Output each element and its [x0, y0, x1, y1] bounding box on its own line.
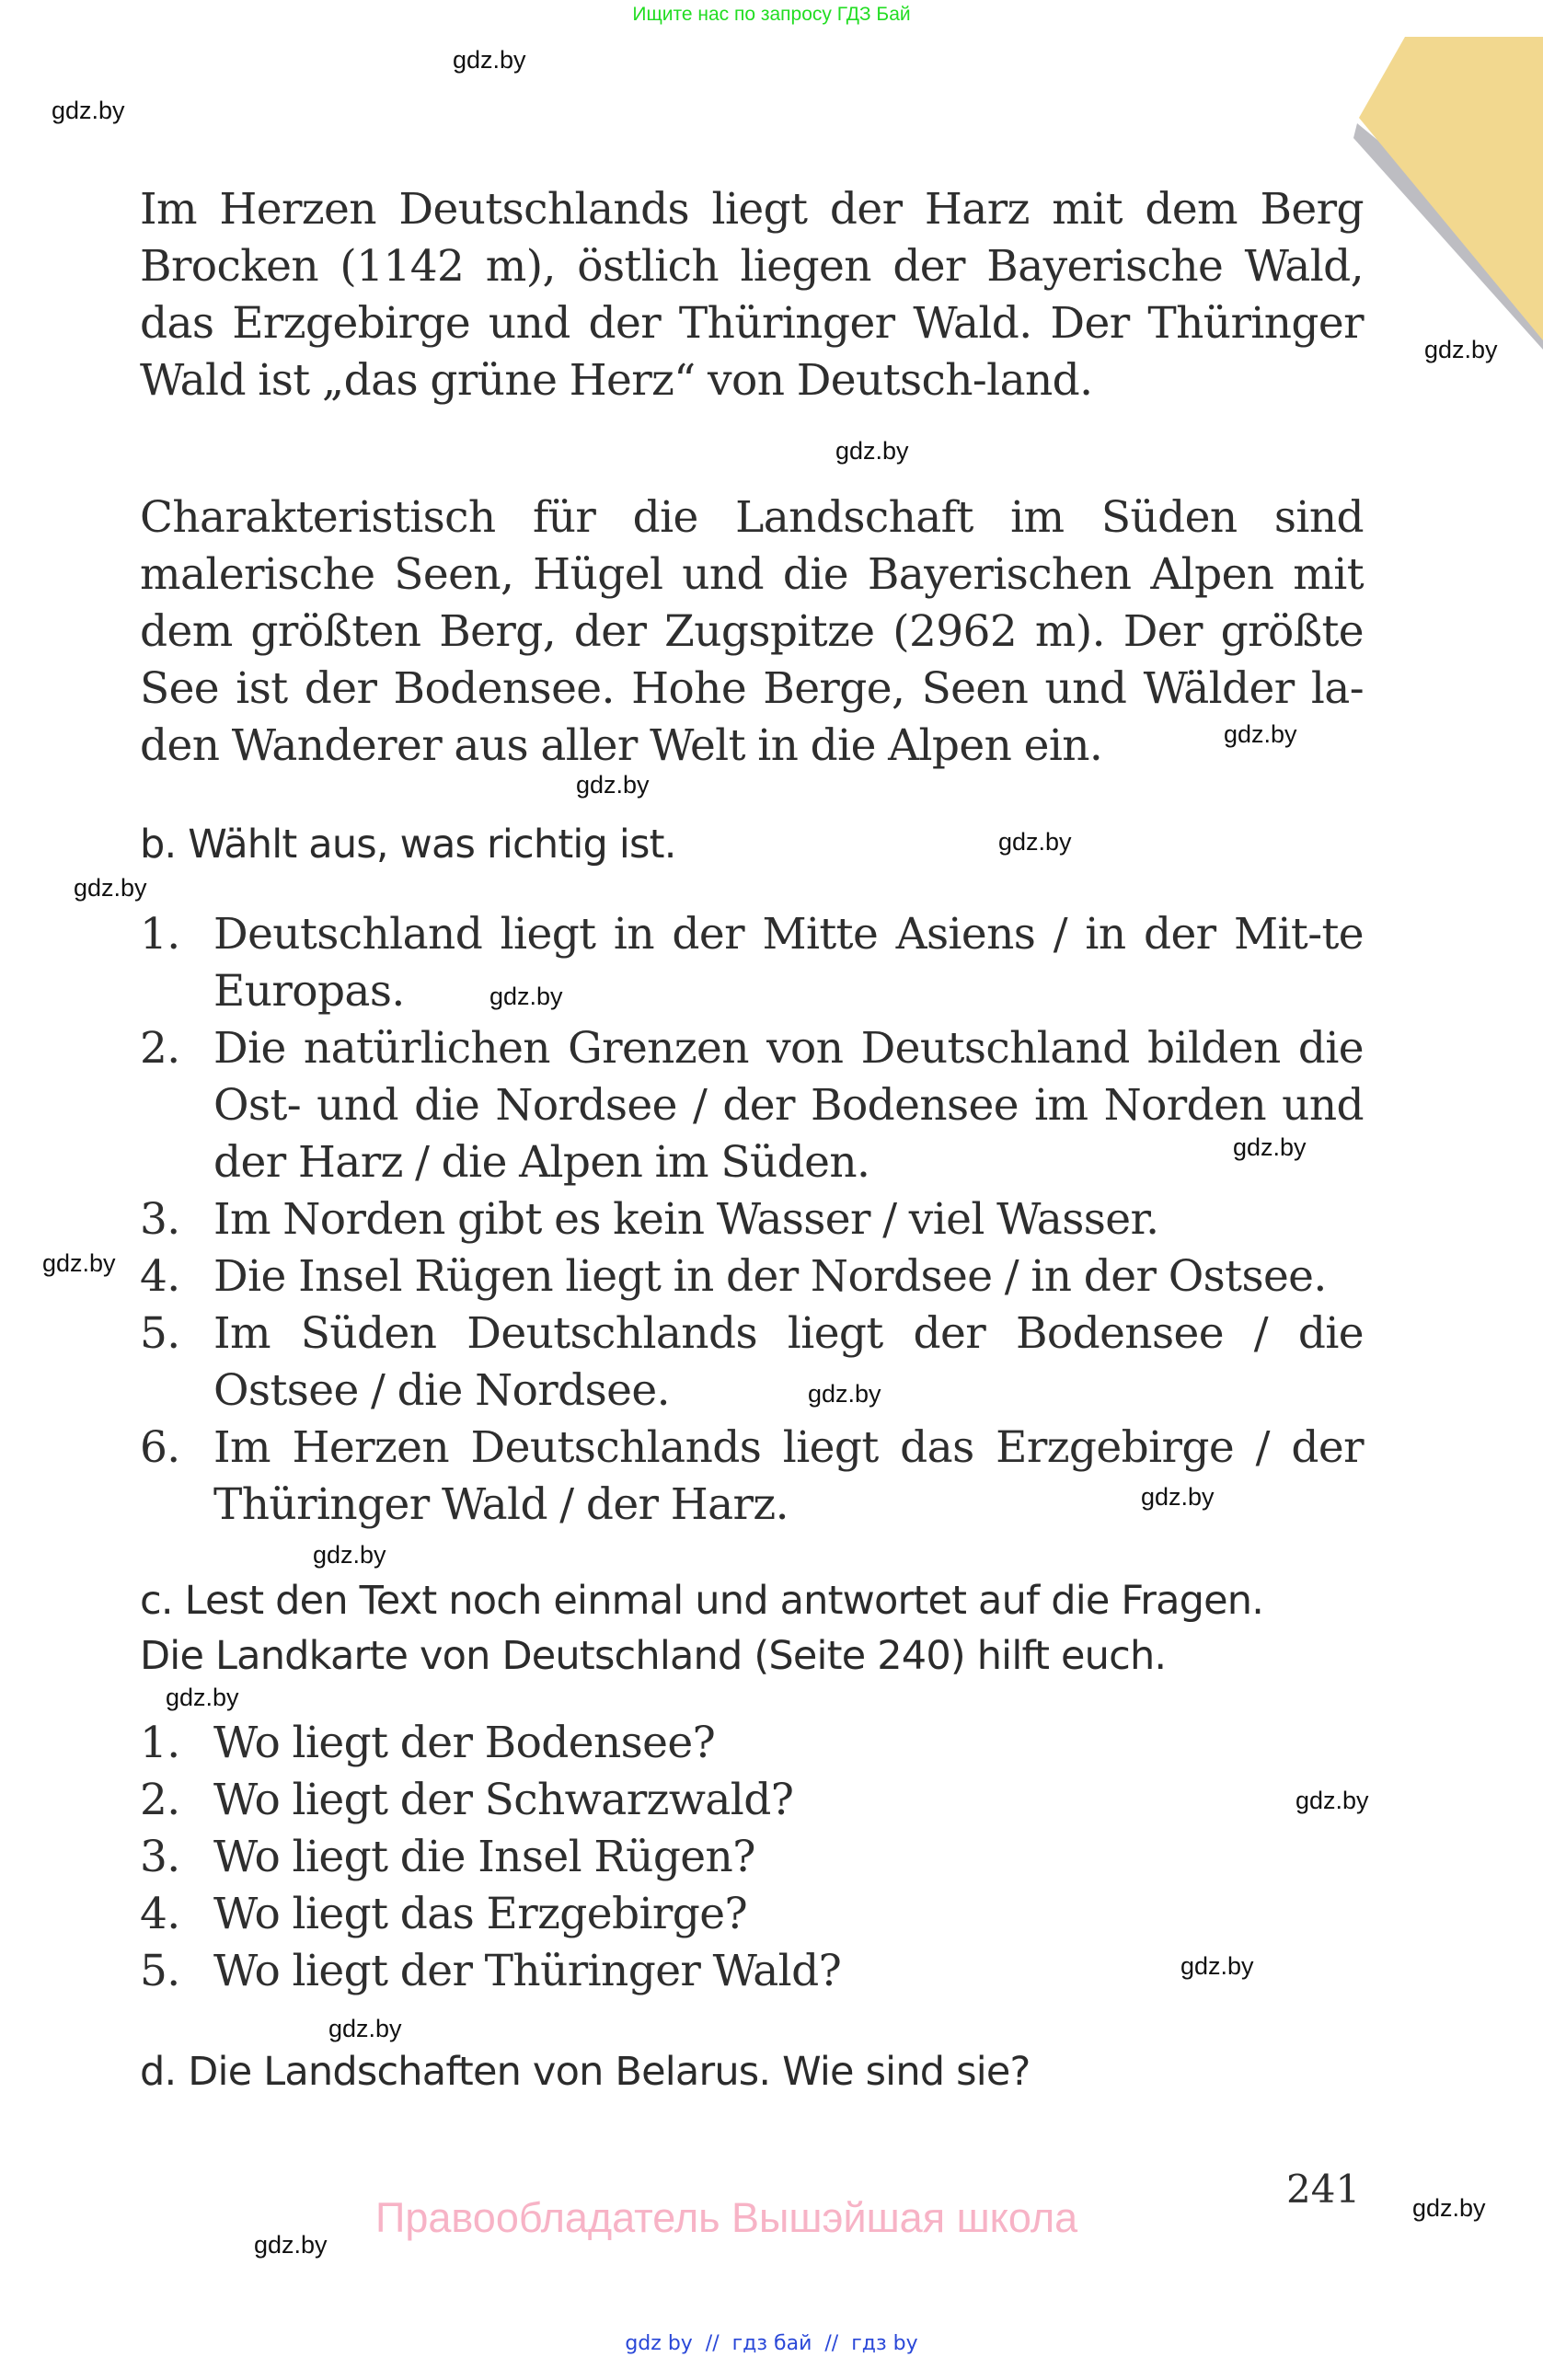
- watermark: gdz.by: [835, 437, 909, 465]
- watermark: gdz.by: [489, 983, 563, 1010]
- item-text: Wo liegt der Bodensee?: [213, 1718, 716, 1768]
- watermark: gdz.by: [808, 1380, 881, 1408]
- item-number: 4.: [140, 1251, 180, 1302]
- list-item: [140, 1772, 1364, 1829]
- list-item: [140, 1191, 1364, 1248]
- watermark: gdz.by: [576, 771, 650, 799]
- list-item: [140, 1420, 1364, 1534]
- list-item: [140, 1715, 1364, 1772]
- watermark: gdz.by: [998, 828, 1072, 856]
- section-d-heading: d. Die Landschaften von Belarus. Wie sind sie?: [140, 2049, 1031, 2095]
- list-item: [140, 906, 1364, 1020]
- item-number: 5.: [140, 1308, 180, 1359]
- item-number: 6.: [140, 1422, 180, 1473]
- item-number: 2.: [140, 1023, 180, 1074]
- paragraph-sueden: Charakteristisch für die Landschaft im Süden sind malerische Seen, Hügel und die Bayerischen Alpen mit dem größten Berg, der Zugspitze (2962 m). Der größte See ist der Bodensee. Hohe Berge, Seen und Wälder la-den Wanderer aus aller Welt in die Alpen ein.: [140, 492, 1364, 771]
- watermark: gdz.by: [328, 2015, 402, 2042]
- watermark: gdz.by: [42, 1249, 116, 1277]
- item-number: 3.: [140, 1832, 180, 1882]
- item-text: Die natürlichen Grenzen von Deutschland bilden die Ost- und die Nordsee / der Bodensee im Norden und der Harz / die Alpen im Süden.: [213, 1023, 1364, 1188]
- watermark: gdz.by: [1233, 1133, 1307, 1161]
- list-item: [140, 1829, 1364, 1886]
- rights-holder: Правообладатель Вышэйшая школа: [375, 2194, 1078, 2241]
- item-text: Im Norden gibt es kein Wasser / viel Wasser.: [213, 1194, 1159, 1245]
- watermark: gdz.by: [1224, 720, 1297, 748]
- watermark: gdz.by: [1180, 1952, 1254, 1980]
- footer-links: gdz by // гдз бай // гдз by: [625, 2332, 918, 2355]
- item-text: Wo liegt das Erzgebirge?: [213, 1889, 748, 1939]
- watermark: gdz.by: [1295, 1787, 1369, 1814]
- section-c-list: [140, 1715, 1364, 2000]
- watermark: gdz.by: [1412, 2194, 1486, 2222]
- page-corner-tab-icon: [1341, 37, 1543, 350]
- list-item: [140, 1886, 1364, 1943]
- item-text: Wo liegt der Thüringer Wald?: [213, 1946, 842, 1996]
- page-number: 241: [1286, 2167, 1361, 2212]
- item-text: Im Herzen Deutschlands liegt das Erzgebirge / der Thüringer Wald / der Harz.: [213, 1422, 1364, 1530]
- section-c-subheading: Die Landkarte von Deutschland (Seite 240) hilft euch.: [140, 1633, 1167, 1679]
- item-text: Im Süden Deutschlands liegt der Bodensee / die Ostsee / die Nordsee.: [213, 1308, 1364, 1416]
- watermark: gdz.by: [1424, 336, 1498, 363]
- item-number: 4.: [140, 1889, 180, 1939]
- item-text: Deutschland liegt in der Mitte Asiens / in der Mit-te Europas.: [213, 909, 1364, 1017]
- watermark: gdz.by: [313, 1541, 386, 1569]
- section-c-heading: c. Lest den Text noch einmal und antwortet auf die Fragen.: [140, 1578, 1264, 1624]
- paragraph-harz: Im Herzen Deutschlands liegt der Harz mit dem Berg Brocken (1142 m), östlich liegen der Bayerische Wald, das Erzgebirge und der Thüringer Wald. Der Thüringer Wald ist „das grüne Herz“ von Deutsch-land.: [140, 184, 1364, 406]
- item-number: 2.: [140, 1775, 180, 1825]
- list-item: [140, 1248, 1364, 1305]
- list-item: [140, 1020, 1364, 1191]
- section-b-list: [140, 906, 1364, 1534]
- watermark: gdz.by: [74, 874, 147, 902]
- item-number: 3.: [140, 1194, 180, 1245]
- watermark: gdz.by: [254, 2231, 328, 2259]
- item-text: Die Insel Rügen liegt in der Nordsee / in der Ostsee.: [213, 1251, 1327, 1302]
- item-text: Wo liegt die Insel Rügen?: [213, 1832, 755, 1882]
- watermark: gdz.by: [52, 97, 125, 124]
- watermark: gdz.by: [1141, 1483, 1215, 1511]
- item-number: 5.: [140, 1946, 180, 1996]
- item-number: 1.: [140, 1718, 180, 1768]
- list-item: [140, 1943, 1364, 2000]
- item-number: 1.: [140, 909, 180, 960]
- list-item: [140, 1305, 1364, 1420]
- section-b-heading: b. Wählt aus, was richtig ist.: [140, 822, 676, 868]
- search-banner: Ищите нас по запросу ГДЗ Бай: [632, 4, 911, 25]
- item-text: Wo liegt der Schwarzwald?: [213, 1775, 794, 1825]
- watermark: gdz.by: [166, 1684, 239, 1711]
- watermark: gdz.by: [453, 46, 526, 74]
